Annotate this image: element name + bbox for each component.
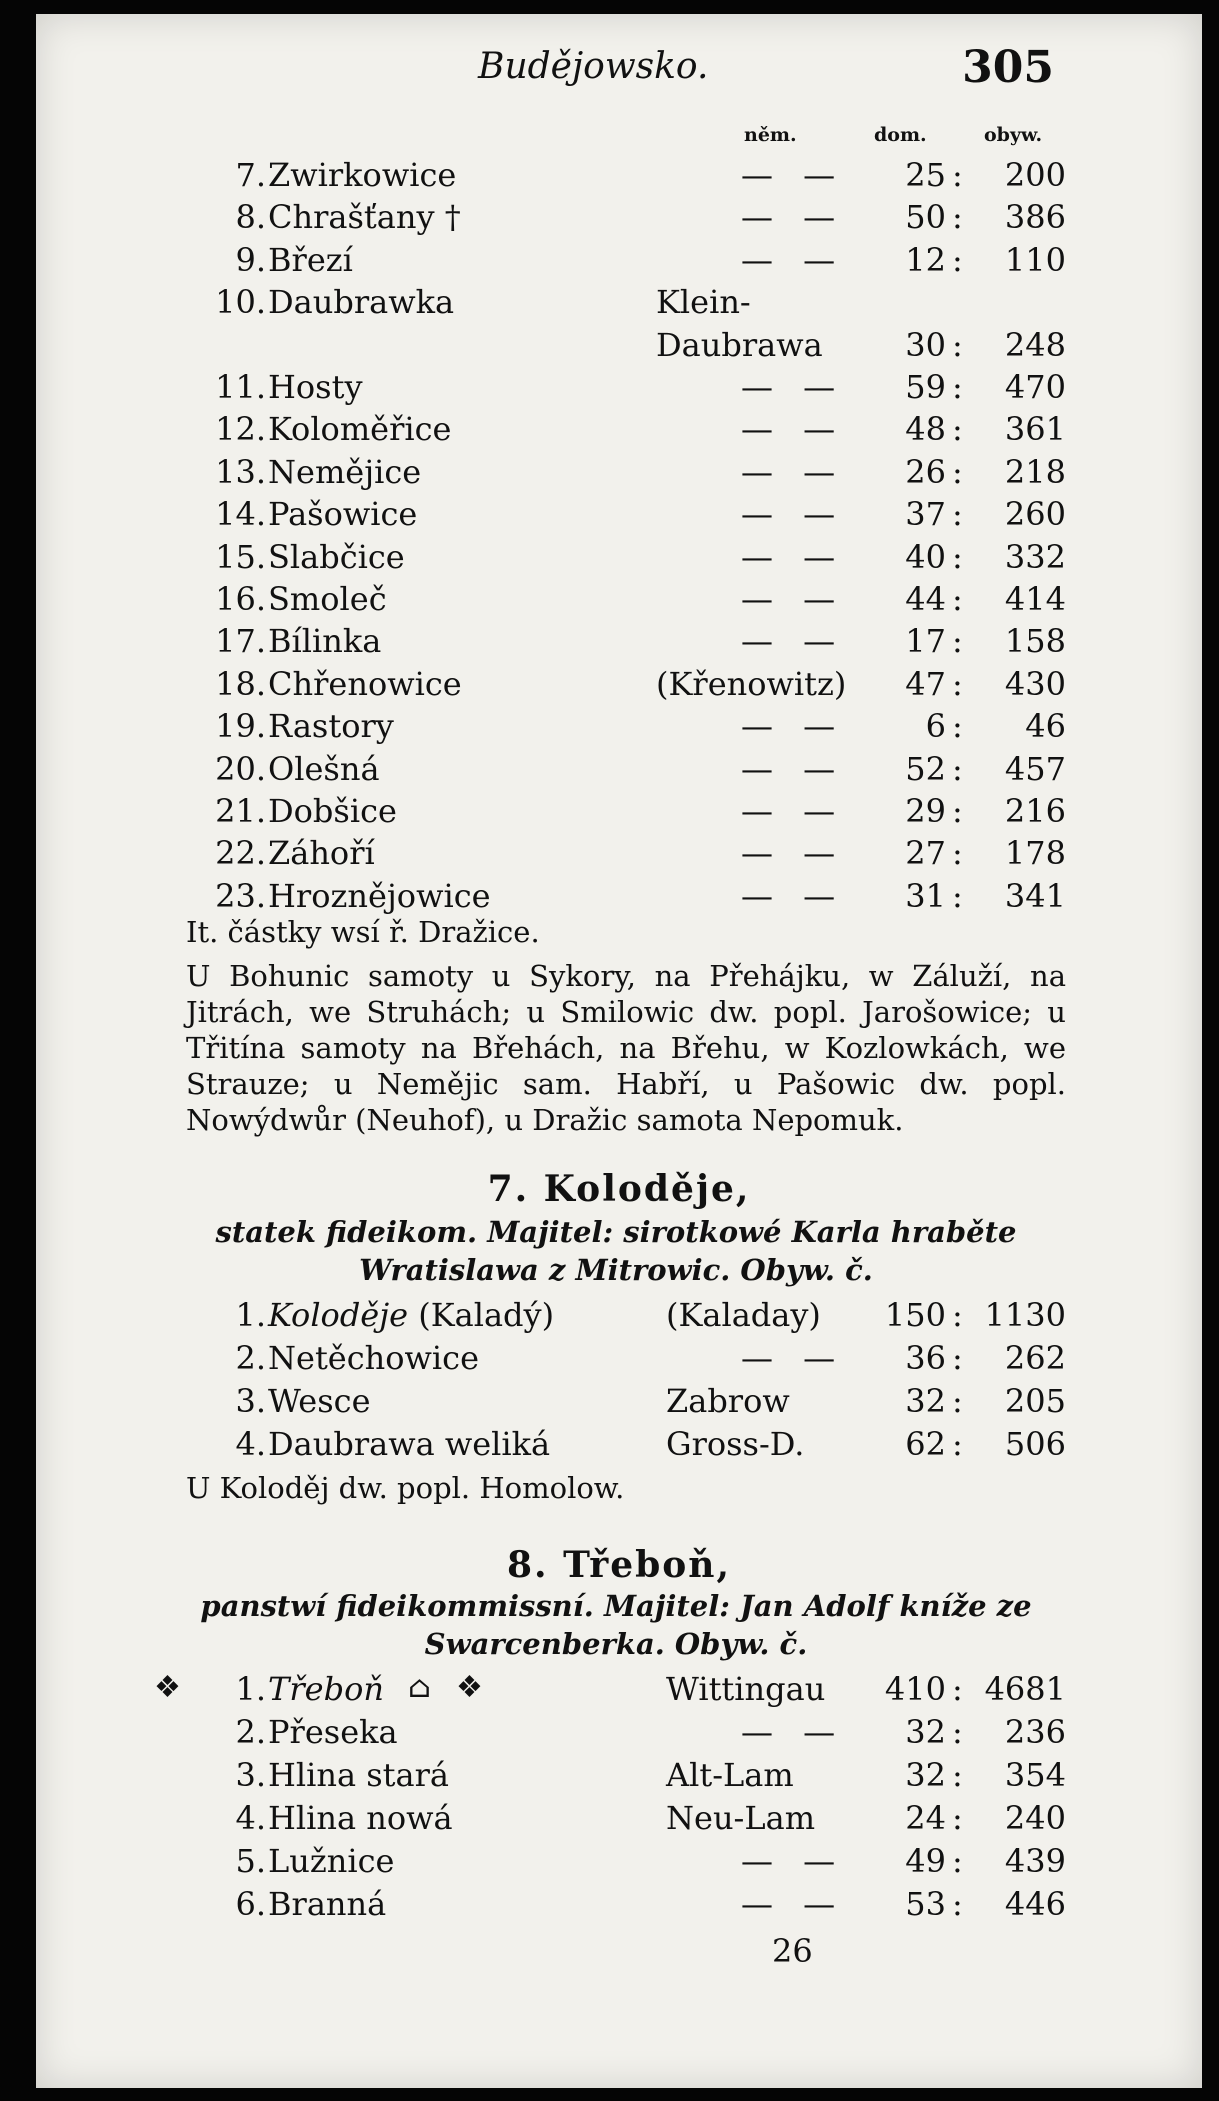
ditto-dashes: — —: [741, 452, 846, 491]
separator: :: [952, 876, 963, 915]
separator: :: [952, 410, 963, 449]
separator: :: [952, 707, 963, 746]
place-name-main: Olešná: [268, 749, 380, 788]
table-row: [36, 283, 1202, 325]
table-row: [36, 1296, 1202, 1338]
section-8-desc-1: panstwí fideikommissní. Majitel: Jan Adolf kníže ze: [200, 1589, 1032, 1623]
german-name: Wittingau: [666, 1670, 826, 1708]
place-name-main: Hlina nowá: [268, 1799, 453, 1837]
row-number: 2.: [235, 1713, 266, 1751]
separator: :: [952, 537, 963, 576]
table-row: [36, 368, 1202, 410]
house-count: 6: [925, 707, 946, 746]
inhabitant-count: 110: [1004, 240, 1066, 279]
ditto-dashes: — —: [741, 876, 846, 915]
note-line: It. částky wsí ř. Dražice.: [186, 915, 540, 949]
german-name: Zabrow: [666, 1382, 790, 1420]
separator: :: [952, 1339, 963, 1377]
ditto-dashes: — —: [741, 707, 846, 746]
inhabitant-count: 218: [1004, 452, 1066, 491]
separator: :: [952, 1885, 963, 1923]
house-count: 25: [905, 156, 946, 194]
place-name-main: Lužnice: [268, 1842, 395, 1880]
german-name: Gross-D.: [666, 1425, 805, 1463]
place-name: [268, 1339, 479, 1377]
house-count: 32: [905, 1713, 946, 1751]
inhabitant-count: 332: [1004, 537, 1066, 576]
inhabitant-count: 248: [1004, 325, 1066, 364]
row-number: 22.: [215, 834, 266, 873]
place-name-main: Bílinka: [268, 622, 382, 661]
place-name: [268, 495, 417, 533]
place-name-main: Hosty: [268, 368, 363, 406]
section-7-note: U Koloděj dw. popl. Homolow.: [186, 1471, 625, 1505]
table-row: [36, 750, 1202, 792]
row-number: 23.: [215, 876, 266, 915]
note-paragraph: U Bohunic samoty u Sykory, na Přehájku, w Záluží, na Jitrách, we Struhách; u Smilowic dw. popl. Jarošowice; u Třitína samoty na Břehách, na Břehu, w Kozlowkách, we Strauze; u Nemějic sam. Habří, u Pašowic dw. popl. Nowýdwůr (Neuhof), u Dražic samota Nepomuk.: [186, 959, 1066, 1137]
house-count: 30: [905, 325, 946, 364]
ditto-dashes: — —: [741, 368, 846, 406]
separator: :: [952, 156, 963, 194]
separator: :: [952, 1296, 963, 1334]
house-count: 32: [905, 1382, 946, 1420]
separator: :: [952, 368, 963, 406]
place-name: [268, 580, 387, 618]
table-row: [36, 1885, 1202, 1927]
inhabitant-count: 262: [1004, 1339, 1066, 1377]
table-row: [36, 1382, 1202, 1424]
row-number: 3.: [235, 1382, 266, 1420]
table-row: [36, 622, 1202, 664]
place-name: [268, 368, 363, 406]
separator: :: [952, 1382, 963, 1420]
place-name-main: Záhoří: [268, 834, 375, 873]
inhabitant-count: 200: [1004, 156, 1066, 194]
place-name-main: Daubrawka: [268, 283, 455, 322]
running-title: Budějowsko.: [478, 46, 709, 87]
table-row: [36, 198, 1202, 240]
inhabitant-count: 386: [1004, 198, 1066, 237]
ditto-dashes: — —: [741, 580, 846, 618]
ditto-dashes: — —: [741, 1842, 846, 1880]
inhabitant-count: 506: [1004, 1425, 1066, 1463]
place-name-main: Hlina stará: [268, 1756, 449, 1794]
column-header-houses: dom.: [874, 124, 927, 146]
house-count: 44: [905, 580, 946, 618]
table-row: [36, 1713, 1202, 1755]
book-page: [36, 14, 1202, 2088]
ditto-dashes: — —: [741, 1885, 846, 1923]
ditto-dashes: — —: [741, 537, 846, 576]
inhabitant-count: 236: [1004, 1713, 1066, 1751]
table-row: [36, 1425, 1202, 1467]
place-name-main: Wesce: [268, 1382, 371, 1420]
section-8-desc-2: Swarcenberka. Obyw. č.: [424, 1627, 808, 1661]
place-name: [268, 1713, 398, 1751]
place-name-main: Koloměřice: [268, 410, 452, 449]
ditto-dashes: — —: [741, 156, 846, 194]
diamond-symbol-right: ❖: [456, 1670, 483, 1705]
inhabitant-count: 446: [1004, 1885, 1066, 1923]
place-name-main: Rastory: [268, 707, 394, 746]
place-name: [268, 707, 394, 745]
page-header: [36, 36, 1202, 106]
house-count: 26: [905, 452, 946, 491]
inhabitant-count: 341: [1004, 876, 1066, 915]
inhabitant-count: 178: [1004, 834, 1066, 873]
house-count: 47: [905, 664, 946, 703]
table-row: [36, 792, 1202, 834]
place-name: [268, 1296, 554, 1334]
inhabitant-count: 354: [1004, 1756, 1066, 1794]
place-name: [268, 665, 462, 703]
place-name: [268, 1425, 550, 1463]
page-number: 305: [962, 42, 1054, 93]
separator: :: [952, 664, 963, 703]
section-7-title: 7. Koloděje,: [487, 1168, 751, 1210]
row-number: 2.: [235, 1339, 266, 1377]
row-number: 8.: [235, 198, 266, 237]
row-number: 19.: [215, 707, 266, 746]
place-name-main: Třeboň: [268, 1670, 384, 1708]
place-name-main: Nemějice: [268, 452, 422, 491]
ditto-dashes: — —: [741, 1713, 846, 1751]
house-count: 17: [905, 622, 946, 661]
place-name-main: Chřenowice: [268, 664, 462, 703]
place-name-main: Daubrawa weliká: [268, 1425, 551, 1463]
table-row: [36, 1339, 1202, 1381]
row-number: 15.: [215, 537, 266, 576]
diamond-symbol-left: ❖: [154, 1670, 181, 1705]
column-header-german: něm.: [744, 124, 797, 146]
house-count: 50: [905, 198, 946, 237]
row-number: 4.: [235, 1425, 266, 1463]
place-name: [268, 453, 421, 491]
row-number: 10.: [215, 283, 266, 322]
house-count: 150: [884, 1296, 946, 1334]
ditto-dashes: — —: [741, 198, 846, 237]
separator: :: [952, 580, 963, 618]
place-name-main: Koloděje: [268, 1296, 409, 1334]
row-number: 9.: [235, 240, 266, 279]
separator: :: [952, 452, 963, 491]
place-name-main: Chrašťany †: [268, 198, 461, 237]
separator: :: [952, 1799, 963, 1837]
table-row: [36, 326, 1202, 368]
separator: :: [952, 749, 963, 788]
row-number: 18.: [215, 664, 266, 703]
house-count: 62: [905, 1425, 946, 1463]
place-name-main: Pašowice: [268, 495, 418, 534]
row-number: 7.: [235, 156, 266, 194]
row-number: 20.: [215, 749, 266, 788]
house-count: 48: [905, 410, 946, 449]
place-name-main: Hroznějowice: [268, 876, 491, 915]
separator: :: [952, 622, 963, 661]
row-number: 11.: [215, 368, 266, 406]
separator: :: [952, 1756, 963, 1794]
separator: :: [952, 792, 963, 830]
german-name: Daubrawa: [656, 325, 823, 364]
german-name: Alt-Lam: [666, 1756, 794, 1794]
table-row: [36, 410, 1202, 452]
table-row: [36, 665, 1202, 707]
section-7-desc-2: Wratislawa z Mitrowic. Obyw. č.: [359, 1253, 873, 1287]
inhabitant-count: 1130: [984, 1296, 1066, 1334]
house-count: 32: [905, 1756, 946, 1794]
place-name-main: Březí: [268, 240, 353, 279]
place-name: [268, 1885, 386, 1923]
table-row: [36, 834, 1202, 876]
ditto-dashes: — —: [741, 410, 846, 449]
german-name: Neu-Lam: [666, 1799, 816, 1837]
row-number: 4.: [235, 1799, 266, 1837]
table-row: [36, 877, 1202, 919]
table-row: [36, 1756, 1202, 1798]
separator: :: [952, 495, 963, 534]
ditto-dashes: — —: [741, 834, 846, 873]
separator: :: [952, 834, 963, 873]
row-number: 21.: [215, 792, 266, 830]
house-count: 37: [905, 495, 946, 534]
place-name-main: Slabčice: [268, 537, 405, 576]
table-row: [36, 538, 1202, 580]
german-name: (Křenowitz): [656, 664, 847, 703]
signature-number: 26: [772, 1932, 813, 1970]
house-count: 12: [905, 240, 946, 279]
ditto-dashes: — —: [741, 749, 846, 788]
inhabitant-count: 158: [1004, 622, 1066, 661]
inhabitant-count: 205: [1004, 1382, 1066, 1420]
house-count: 410: [884, 1670, 946, 1708]
inhabitant-count: 4681: [984, 1670, 1066, 1708]
row-number: 12.: [215, 410, 266, 449]
place-name-main: Smoleč: [268, 580, 387, 618]
house-count: 24: [905, 1799, 946, 1837]
german-name: (Kaladay): [666, 1296, 821, 1334]
place-name: [268, 622, 381, 660]
separator: :: [952, 325, 963, 364]
row-number: 17.: [215, 622, 266, 661]
place-name: [268, 1670, 384, 1708]
table-row: [36, 707, 1202, 749]
place-name: [268, 750, 380, 788]
inhabitant-count: 470: [1004, 368, 1066, 406]
house-count: 40: [905, 537, 946, 576]
place-name-alt: (Kaladý): [408, 1296, 555, 1334]
ditto-dashes: — —: [741, 1339, 846, 1377]
table-row: [36, 495, 1202, 537]
row-number: 3.: [235, 1756, 266, 1794]
inhabitant-count: 430: [1004, 664, 1066, 703]
row-number: 6.: [235, 1885, 266, 1923]
place-name: [268, 877, 491, 915]
house-count: 31: [905, 876, 946, 915]
place-name: [268, 1842, 394, 1880]
ditto-dashes: — —: [741, 240, 846, 279]
house-count: 59: [905, 368, 946, 406]
separator: :: [952, 1713, 963, 1751]
castle-icon: ⌂: [408, 1670, 431, 1705]
inhabitant-count: 240: [1004, 1799, 1066, 1837]
separator: :: [952, 1842, 963, 1880]
table-row: [36, 1670, 1202, 1712]
place-name: [268, 1382, 371, 1420]
place-name: [268, 198, 461, 236]
german-name: Klein-: [656, 283, 751, 322]
place-name: [268, 1799, 453, 1837]
ditto-dashes: — —: [741, 495, 846, 534]
ditto-dashes: — —: [741, 622, 846, 661]
table-row: [36, 580, 1202, 622]
inhabitant-count: 457: [1004, 749, 1066, 788]
place-name-main: Branná: [268, 1885, 387, 1923]
separator: :: [952, 240, 963, 279]
place-name-main: Přeseka: [268, 1713, 398, 1751]
place-name: [268, 156, 456, 194]
house-count: 29: [905, 792, 946, 830]
inhabitant-count: 260: [1004, 495, 1066, 534]
house-count: 36: [905, 1339, 946, 1377]
section-7-desc-1: statek fideikom. Majitel: sirotkowé Karla hraběte: [215, 1215, 1017, 1249]
column-header-inhabitants: obyw.: [984, 124, 1043, 146]
row-number: 16.: [215, 580, 266, 618]
place-name: [268, 538, 405, 576]
table-row: [36, 453, 1202, 495]
house-count: 49: [905, 1842, 946, 1880]
section-8-title: 8. Třeboň,: [506, 1544, 732, 1586]
separator: :: [952, 198, 963, 237]
table-row: [36, 241, 1202, 283]
inhabitant-count: 439: [1004, 1842, 1066, 1880]
row-number: 5.: [235, 1842, 266, 1880]
house-count: 27: [905, 834, 946, 873]
row-number: 14.: [215, 495, 266, 534]
place-name: [268, 410, 451, 448]
row-number: 13.: [215, 452, 266, 491]
table-row: [36, 1799, 1202, 1841]
table-row: [36, 1842, 1202, 1884]
place-name: [268, 1756, 449, 1794]
house-count: 52: [905, 749, 946, 788]
inhabitant-count: 46: [1025, 707, 1066, 746]
row-number: 1.: [235, 1670, 266, 1708]
separator: :: [952, 1670, 963, 1708]
inhabitant-count: 414: [1004, 580, 1066, 618]
place-name: [268, 283, 454, 321]
place-name-main: Zwirkowice: [268, 156, 457, 194]
place-name: [268, 792, 397, 830]
place-name: [268, 241, 353, 279]
inhabitant-count: 361: [1004, 410, 1066, 449]
ditto-dashes: — —: [741, 792, 846, 830]
inhabitant-count: 216: [1004, 792, 1066, 830]
table-row: [36, 156, 1202, 198]
house-count: 53: [905, 1885, 946, 1923]
place-name: [268, 834, 375, 872]
row-number: 1.: [235, 1296, 266, 1334]
separator: :: [952, 1425, 963, 1463]
place-name-main: Dobšice: [268, 792, 397, 830]
place-name-main: Netěchowice: [268, 1339, 480, 1377]
